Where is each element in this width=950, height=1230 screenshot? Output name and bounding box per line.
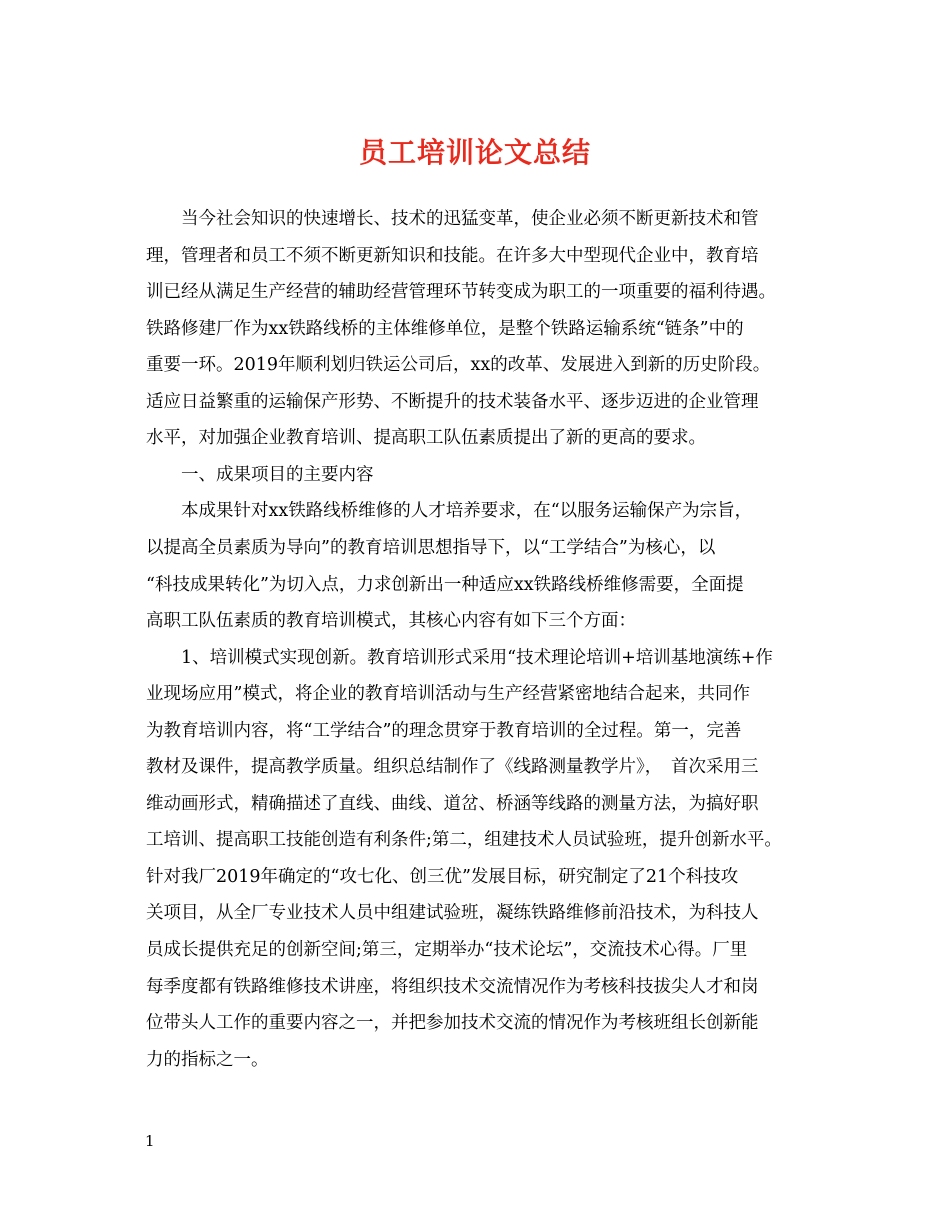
body-text-line: 一、成果项目的主要内容 xyxy=(146,465,374,485)
body-text-line: 维动画形式，精确描述了直线、曲线、道岔、桥涵等线路的测量方法，为搞好职 xyxy=(146,794,759,814)
body-text-line: 针对我厂2019年确定的“攻七化、创三优”发展目标，研究制定了21个科技攻 xyxy=(146,867,739,887)
body-text-line: 训已经从满足生产经营的辅助经营管理环节转变成为职工的一项重要的福利待遇。 xyxy=(146,282,776,302)
body-text-line: 高职工队伍素质的教育培训模式，其核心内容有如下三个方面： xyxy=(146,611,636,631)
body-text-line: 当今社会知识的快速增长、技术的迅猛变革，使企业必须不断更新技术和管 xyxy=(146,209,759,229)
body-text-line: 适应日益繁重的运输保产形势、不断提升的技术装备水平、逐步迈进的企业管理 xyxy=(146,392,759,412)
body-text-line: 关项目，从全厂专业技术人员中组建试验班，凝练铁路维修前沿技术，为科技人 xyxy=(146,903,759,923)
body-text-line: 每季度都有铁路维修技术讲座，将组织技术交流情况作为考核科技拔尖人才和岗 xyxy=(146,977,759,997)
body-text-line: 工培训、提高职工技能创造有利条件;第二，组建技术人员试验班，提升创新水平。 xyxy=(146,830,782,850)
body-text-line: 员成长提供充足的创新空间;第三，定期举办“技术论坛”，交流技术心得。厂里 xyxy=(146,940,748,960)
body-text-line: “科技成果转化”为切入点，力求创新出一种适应xx铁路线桥维修需要，全面提 xyxy=(146,575,744,595)
body-text-line: 理，管理者和员工不须不断更新知识和技能。在许多大中型现代企业中，教育培 xyxy=(146,246,759,266)
body-text-line: 位带头人工作的重要内容之一，并把参加技术交流的情况作为考核班组长创新能 xyxy=(146,1013,759,1033)
body-text-line: 本成果针对xx铁路线桥维修的人才培养要求，在“以服务运输保产为宗旨， xyxy=(146,501,753,521)
body-text-line: 力的指标之一。 xyxy=(146,1050,269,1070)
document-title: 员工培训论文总结 xyxy=(358,136,591,169)
body-text-line: 为教育培训内容，将“工学结合”的理念贯穿于教育培训的全过程。第一，完善 xyxy=(146,721,742,741)
body-text-line: 业现场应用”模式，将企业的教育培训活动与生产经营紧密地结合起来，共同作 xyxy=(146,684,750,704)
page-number: 1 xyxy=(145,1132,155,1150)
body-text-line: 1、培训模式实现创新。教育培训形式采用“技术理论培训+培训基地演练+作 xyxy=(146,648,773,668)
body-text-line: 水平，对加强企业教育培训、提高职工队伍素质提出了新的更高的要求。 xyxy=(146,428,706,448)
body-text-line: 铁路修建厂作为xx铁路线桥的主体维修单位，是整个铁路运输系统“链条”中的 xyxy=(146,319,744,339)
body-text-line: 教材及课件，提高教学质量。组织总结制作了《线路测量教学片》， 首次采用三 xyxy=(146,757,759,777)
body-text-line: 重要一环。2019年顺利划归铁运公司后，xx的改革、发展进入到新的历史阶段。 xyxy=(146,355,771,375)
body-text-line: 以提高全员素质为导向”的教育培训思想指导下，以“工学结合”为核心，以 xyxy=(146,538,716,558)
